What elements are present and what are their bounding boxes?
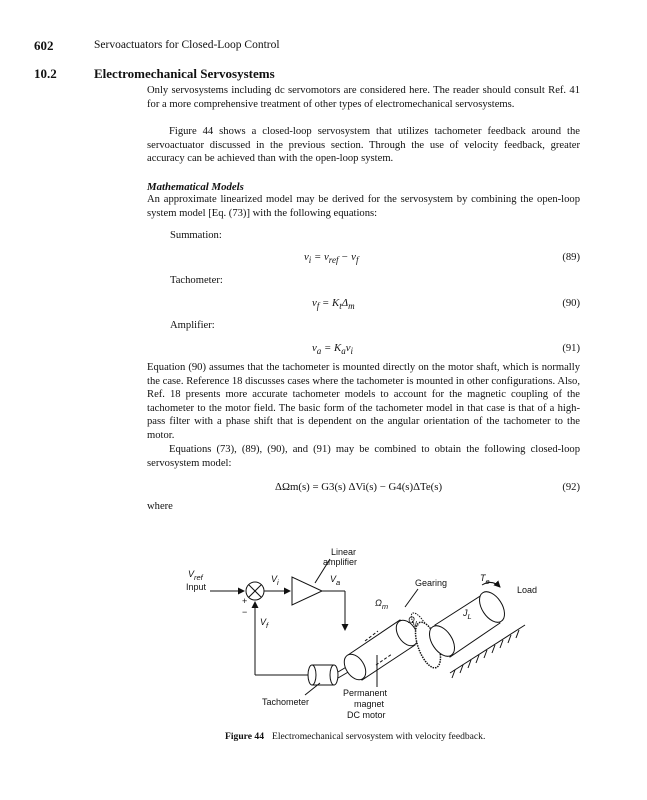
equation-90: $v_f = K_t\Delta_m$: [312, 297, 355, 312]
amplifier-label-fig: amplifier: [323, 557, 358, 567]
dc-motor-label: DC motor: [347, 710, 386, 720]
section-number: 10.2: [34, 66, 57, 81]
tachometer-label-fig: Tachometer: [262, 697, 310, 707]
equation-92-number: (92): [562, 482, 580, 493]
paragraph-5: Equations (73), (89), (90), and (91) may be combined to obtain the following closed-loop servosystem model:: [147, 444, 580, 469]
minus-sign: −: [242, 607, 248, 617]
tachometer-label: Tachometer:: [170, 275, 223, 286]
section-title: Electromechanical Servosystems: [94, 66, 275, 81]
gearing-pointer: [405, 589, 418, 607]
va-label: $V_a$: [330, 574, 341, 587]
paragraph-4: Equation (90) assumes that the tachometer is mounted directly on the motor shaft, which is normally the case. Reference 18 discusses cases where the tachometer is mounted in other configurations. Also, Ref. 18 presents more accurate tachometer models to account for the magnetic coupling of the tachometer to the motor field. The basic form of the tachometer model in that case is that of a high-pass filter with a phase shift that is dependent on the angular orientation of the tachometer to the motor.: [147, 362, 580, 441]
where-text: where: [147, 501, 173, 512]
omega-m-label: $\Omega_m$: [375, 598, 389, 611]
vref-label: $V_{ref}$: [188, 569, 203, 582]
input-label: Input: [186, 582, 207, 592]
load-label: Load: [517, 585, 538, 595]
paragraph-3: An approximate linearized model may be derived for the servosystem by combining the open-loop system model [Eq. (73)] with the following equations:: [147, 194, 580, 219]
equation-91-number: (91): [562, 343, 580, 354]
equation-89-number: (89): [562, 252, 580, 263]
plus-sign: +: [242, 596, 248, 606]
load-body: [424, 587, 509, 660]
paragraph-2: Figure 44 shows a closed-loop servosystem that utilizes tachometer feedback around the servoactuator discussed in the previous section. Through the use of velocity feedback, greater accuracy can be achieved than with the open-loop system.: [147, 126, 580, 165]
tachometer-body: [308, 665, 338, 685]
vf-label: $V_f$: [260, 617, 269, 630]
subheading: Mathematical Models: [147, 181, 244, 193]
paragraph-1: Only servosystems including dc servomotors are considered here. The reader should consult Ref. 41 for a more comprehensive treatment of other types of electromechanical servosystems.: [147, 85, 580, 110]
figure-caption: [225, 731, 485, 742]
equation-91: $v_a = K_av_i$: [312, 342, 353, 357]
page-number: 602: [34, 38, 54, 53]
equation-92: ΔΩm(s) = G3(s) ΔVi(s) − G4(s)ΔTe(s): [275, 481, 443, 493]
amplifier-label: Amplifier:: [170, 320, 215, 331]
te-label: $T_e$: [480, 573, 490, 586]
linear-label: Linear: [331, 547, 357, 557]
figure-caption-text: Electromechanical servosystem with velocity feedback.: [272, 731, 486, 742]
jl-label: $J_L$: [463, 608, 472, 621]
summation-label: Summation:: [170, 230, 222, 241]
vi-label: $V_i$: [271, 574, 279, 587]
amplifier-triangle: [292, 577, 322, 605]
gearing-label: Gearing: [415, 578, 448, 588]
permanent-label: Permanent: [343, 688, 388, 698]
figure-44-diagram: [180, 545, 560, 730]
equation-90-number: (90): [562, 298, 580, 309]
omega-l-label: $\Omega_L$: [408, 615, 420, 628]
magnet-label: magnet: [354, 699, 385, 709]
figure-caption-label: Figure 44: [225, 731, 264, 742]
equation-89: $v_i = v_{ref} - v_f$: [304, 251, 359, 266]
running-title: Servoactuators for Closed-Loop Control: [94, 39, 280, 51]
